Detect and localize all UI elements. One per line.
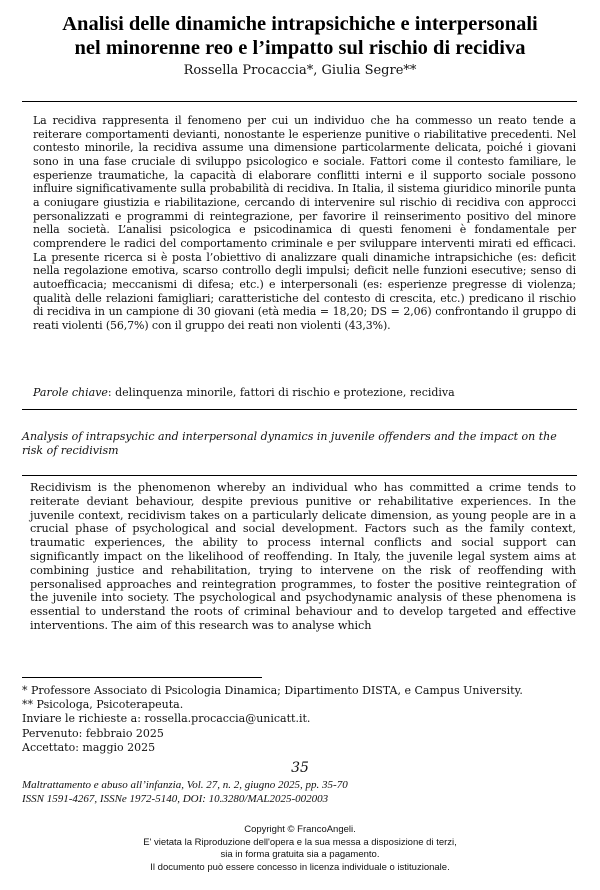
copyright-line-3: sia in forma gratuita sia a pagamento. xyxy=(220,849,380,861)
journal-issn: ISSN 1591-4267, ISSNe 1972-5140, DOI: 10.3280/MAL2025-002003 xyxy=(22,793,329,805)
keywords-label: Parole chiave xyxy=(33,386,108,399)
footnotes xyxy=(22,684,582,755)
abstract-english: Recidivism is the phenomenon whereby an individual who has committed a crime tends to reiterate deviant behaviour, despite previous punitive or rehabilitative experiences. In the juvenile context, recidivism takes on a particularly delicate dimension, as young people are in a crucial phase of psychological and social development. Factors such as the family context, traumatic experiences, the ability to process internal conflicts and social support can significantly impact on the likelihood of reoffending. In Italy, the juvenile legal system aims at combining justice and rehabilitation, trying to intervene on the risk of reoffending with personalised approaches and reintegration programmes, to foster the positive reintegration of the juvenile into society. The psychological and psychodynamic analysis of these phenomena is essential to understand the roots of criminal behaviour and to develop targeted and effective interventions. The aim of this research was to analyse which xyxy=(30,481,576,632)
footnote-received: Pervenuto: febbraio 2025 xyxy=(22,726,164,740)
abstract-italian: La recidiva rappresenta il fenomeno per cui un individuo che ha commesso un reato tende a reiterare comportamenti devianti, nonostante le esperienze punitive o riabilitative precedenti. Nel contesto minorile, la recidiva assume una dimensione particolarmente delicata, poiché i giovani sono in una fase cruciale di sviluppo psicologico e sociale. Fattori come il contesto familiare, le esperienze traumatiche, la capacità di elaborare conflitti interni e il supporto sociale possono influire significativamente sulla probabilità di recidiva. In Italia, il sistema giuridico minorile punta a coniugare giustizia e riabilitazione, cercando di intervenire sul rischio di recidiva con approcci personalizzati e programmi di reintegrazione, per favorire il reinserimento positivo del minore nella società. L’analisi psicologica e psicodinamica di questi fenomeni è fondamentale per comprendere le radici del comportamento criminale e per sviluppare interventi mirati ed efficaci. La presente ricerca si è posta l’obiettivo di analizzare quali dinamiche intrapsichiche (es: deficit nella regolazione emotiva, scarso controllo degli impulsi; deficit nelle funzioni esecutive; senso di autoefficacia; meccanismi di difesa; etc.) e interpersonali (es: esperienze pregresse di violenza; qualità delle relazioni famigliari; caratteristiche del contesto di crescita, etc.) predicano il rischio di recidiva in un campione di 30 giovani (età media = 18,20; DS = 2,06) confrontando il gruppo di reati violenti (56,7%) con il gruppo dei reati non violenti (43,3%). xyxy=(33,114,576,332)
copyright-line-2: E' vietata la Riproduzione dell'opera e la sua messa a disposizione di terzi, xyxy=(143,836,457,848)
english-abstract-rule xyxy=(22,475,577,476)
footnote-rule xyxy=(22,677,262,678)
footnote-contact: Inviare le richieste a: rossella.procaccia@unicatt.it. xyxy=(22,712,311,726)
keywords xyxy=(33,386,576,400)
copyright-line-4: Il documento può essere concesso in licenza individuale o istituzionale. xyxy=(150,861,450,873)
page-number: 35 xyxy=(291,760,309,776)
journal-info xyxy=(22,778,582,806)
abstract-bottom-rule xyxy=(22,409,577,410)
keywords-text: : delinquenza minorile, fattori di rischio e protezione, recidiva xyxy=(107,386,455,399)
authors: Rossella Procaccia*, Giulia Segre** xyxy=(183,63,417,78)
english-title: Analysis of intrapsychic and interpersonal dynamics in juvenile offenders and the impact on the risk of recidivism xyxy=(22,430,557,457)
abstract-top-rule xyxy=(22,101,577,102)
footnote-accepted: Accettato: maggio 2025 xyxy=(22,740,156,754)
copyright-line-1: Copyright © FrancoAngeli. xyxy=(244,824,356,835)
footnote-author-2: ** Psicologa, Psicoterapeuta. xyxy=(22,698,184,712)
title-line-1: Analisi delle dinamiche intrapsichiche e interpersonali xyxy=(62,13,538,35)
title-line-2: nel minorenne reo e l’impatto sul rischio di recidiva xyxy=(74,37,526,59)
journal-citation: Maltrattamento e abuso all’infanzia, Vol. 27, n. 2, giugno 2025, pp. 35-70 xyxy=(22,779,348,791)
article-title xyxy=(10,12,590,60)
footnote-author-1: * Professore Associato di Psicologia Dinamica; Dipartimento DISTA, e Campus University. xyxy=(22,684,523,697)
copyright-notice xyxy=(0,824,600,874)
